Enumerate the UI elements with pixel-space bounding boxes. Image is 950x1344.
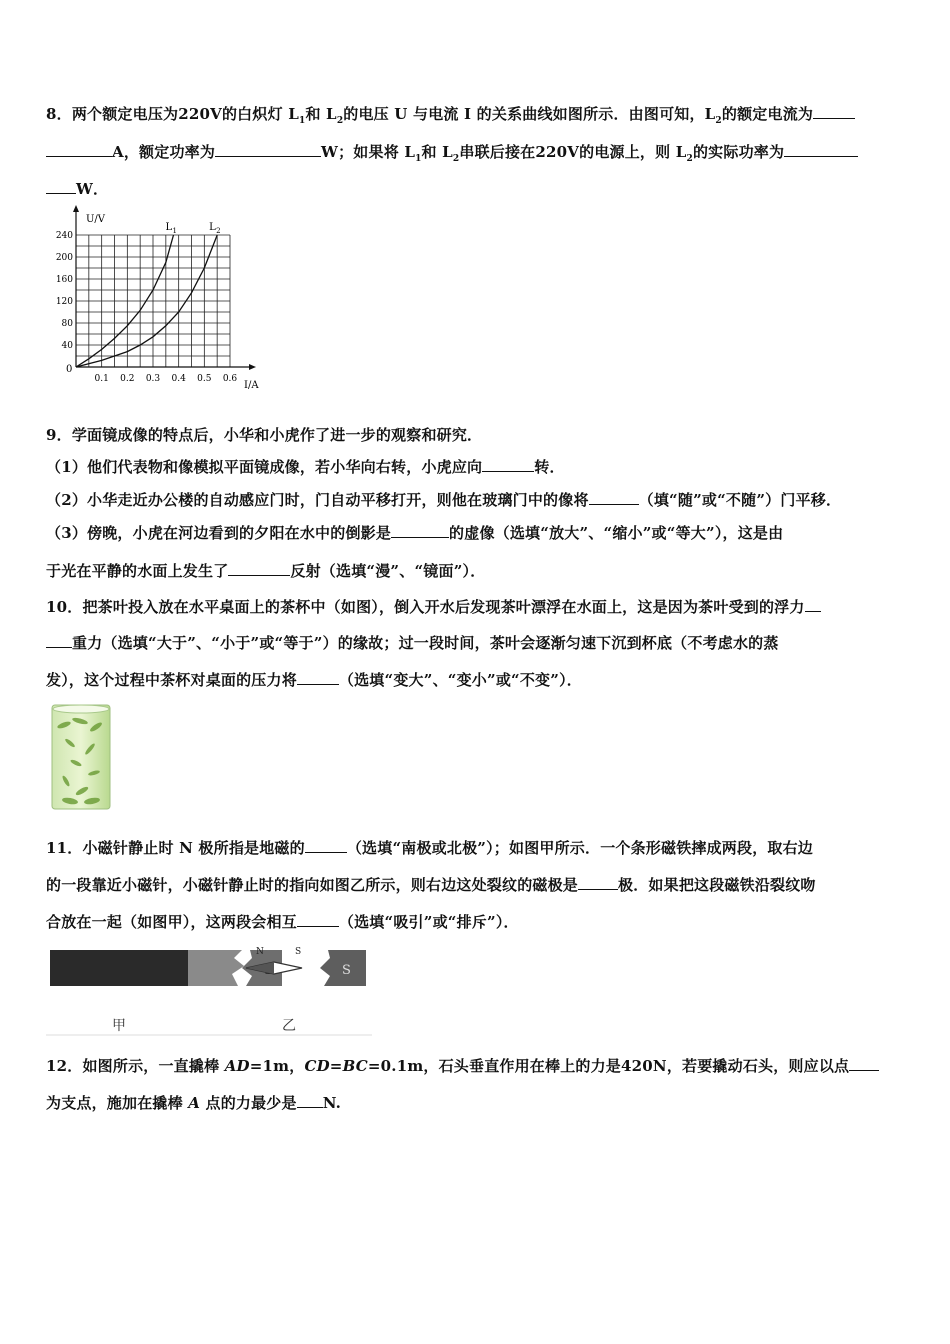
y-tick-label: 240 — [55, 231, 73, 241]
chart-grid — [76, 235, 230, 367]
x-tick-label: 0.1 — [94, 374, 109, 384]
x-axis-label: I/A — [244, 380, 259, 391]
q9-line-3: （2）小华走近办公楼的自动感应门时，门自动平移打开，则他在玻璃门中的像将 （填“随”或“不随”）门平移． — [46, 491, 842, 509]
answer-blank[interactable] — [391, 523, 449, 538]
answer-blank[interactable] — [849, 1056, 879, 1071]
magnet-dark-half — [50, 950, 188, 986]
series-label-sub: 2 — [216, 227, 221, 235]
y-tick-label: 80 — [61, 319, 73, 329]
tea-glass-image — [50, 703, 112, 811]
origin-label: 0 — [66, 364, 73, 375]
answer-blank[interactable] — [578, 875, 618, 890]
x-axis-arrow — [249, 364, 256, 370]
x-tick-label: 0.6 — [222, 374, 238, 384]
q9-line-5: 于光在平静的水面上发生了 反射（选填“漫”、“镜面”）． — [46, 562, 486, 580]
magnet-s-label-yi: S — [342, 963, 351, 978]
answer-blank[interactable] — [297, 912, 339, 927]
q11-line-2: 的一段靠近小磁针，小磁针静止时的指向如图乙所示，则右边这处裂纹的磁极是 极．如果把这段磁铁沿裂纹吻 — [46, 876, 816, 894]
answer-blank[interactable] — [46, 179, 76, 194]
answer-blank[interactable] — [297, 670, 339, 685]
ui-chart — [46, 205, 276, 395]
series-label-l2: L — [209, 222, 216, 233]
y-tick-label: 200 — [55, 253, 73, 263]
y-tick-label: 40 — [61, 341, 73, 351]
x-tick-label: 0.2 — [120, 374, 135, 384]
answer-blank[interactable] — [215, 142, 321, 157]
q12-line-2: 为支点，施加在撬棒 A 点的力最少是 N. — [46, 1094, 342, 1112]
magnet-figure — [46, 940, 372, 1036]
needle-n-label: N — [256, 947, 264, 957]
y-tick-label: 120 — [55, 297, 73, 307]
x-tick-label: 0.3 — [145, 374, 161, 384]
y-axis-label: U/V — [86, 214, 106, 225]
x-tick-label: 0.4 — [171, 374, 186, 384]
answer-blank[interactable] — [305, 838, 347, 853]
series-label-l1: L — [165, 222, 173, 233]
series-label-sub: 1 — [172, 227, 178, 235]
q9-line-4: （3）傍晚，小虎在河边看到的夕阳在水中的倒影是 的虚像（选填“放大”、“缩小”或“等大”），这是由 — [46, 524, 784, 542]
q10-line-2: 重力（选填“大于”、“小于”或“等于”）的缘故；过一段时间，茶叶会逐渐匀速下沉到杯底（不考虑水的蒸 — [46, 632, 779, 653]
x-tick-label: 0.5 — [197, 374, 212, 384]
answer-blank[interactable] — [784, 142, 858, 157]
q10-line-3: 发），这个过程中茶杯对桌面的压力将 （选填“变大”、“变小”或“不变”）． — [46, 671, 582, 689]
answer-blank[interactable] — [589, 490, 639, 505]
q8-line-3: W． — [46, 178, 108, 199]
q12-line-1: 12．如图所示，一直撬棒 AD=1m，CD=BC=0.1m，石头垂直作用在棒上的力是420N，若要撬动石头，则应以点 — [46, 1055, 879, 1076]
q10-line-1: 10．把茶叶投入放在水平桌面上的茶杯中（如图），倒入开水后发现茶叶漂浮在水面上，这是因为茶叶受到的浮力 — [46, 596, 821, 617]
answer-blank[interactable] — [46, 633, 72, 648]
answer-blank[interactable] — [482, 457, 534, 472]
q8-line-2: A，额定功率为 W；如果将 $L_1$和 $L_2$串联后接在220V的电源上，则 $L_2$的实际功率为 — [46, 141, 858, 164]
q11-line-1: 11．小磁针静止时 N 极所指是地磁的 （选填“南极或北极”）；如图甲所示．一个条形磁铁摔成两段，取右边 — [46, 839, 814, 857]
y-tick-label: 160 — [55, 275, 73, 285]
figure-label-yi: 乙 — [282, 1018, 296, 1034]
figure-label-jia: 甲 — [112, 1018, 126, 1034]
answer-blank[interactable] — [228, 561, 290, 576]
answer-blank[interactable] — [46, 142, 112, 157]
q9-line-1: 9．学面镜成像的特点后，小华和小虎作了进一步的观察和研究． — [46, 426, 483, 444]
y-axis-arrow — [73, 205, 79, 212]
q9-line-2: （1）他们代表物和像模拟平面镜成像，若小华向右转，小虎应向 转． — [46, 458, 565, 476]
needle-s-label: S — [295, 947, 302, 957]
answer-blank[interactable] — [813, 104, 855, 119]
answer-blank[interactable] — [805, 597, 821, 612]
q8-line-1: 8．两个额定电压为220V的白炽灯 $L_1$和 $L_2$的电压 U 与电流 I 的关系曲线如图所示．由图可知，$L_2$的额定电流为 — [46, 103, 855, 126]
q11-line-3: 合放在一起（如图甲），这两段会相互 （选填“吸引”或“排斥”）． — [46, 913, 519, 931]
answer-blank[interactable] — [297, 1093, 323, 1108]
